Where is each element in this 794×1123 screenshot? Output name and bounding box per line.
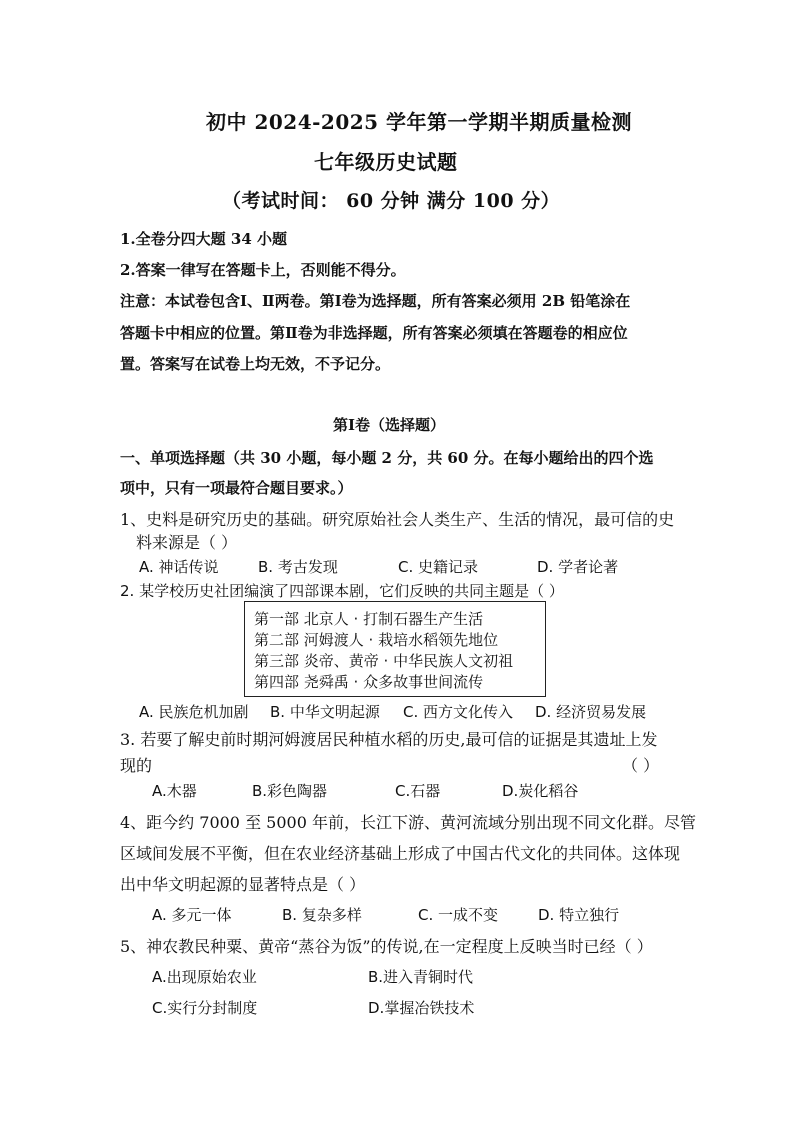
q5-option-a[interactable]: A.出现原始农业 [152, 968, 257, 986]
part-title-line-1: 一、单项选择题（共 30 小题，每小题 2 分，共 60 分。在每小题给出的四个选 [120, 449, 654, 467]
instruction-line-1: 1.全卷分四大题 34 小题 [120, 230, 287, 248]
q1-option-c[interactable]: C. 史籍记录 [398, 558, 479, 576]
exam-info: （考试时间： 60 分钟 满分 100 分） [222, 190, 561, 212]
q1-stem-line-2: 料来源是（ ） [136, 533, 238, 552]
q5-option-b[interactable]: B.进入青铜时代 [368, 968, 474, 986]
q3-option-d[interactable]: D.炭化稻谷 [502, 782, 579, 800]
q2-drama-table [244, 601, 546, 697]
q5-stem: 5、神农教民种粟、黄帝“蒸谷为饭”的传说,在一定程度上反映当时已经（ ） [120, 937, 653, 956]
q1-stem-line-1: 1、史料是研究历史的基础。研究原始社会人类生产、生活的情况，最可信的史 [120, 510, 675, 529]
q3-stem-line-1: 3. 若要了解史前时期河姆渡居民种植水稻的历史,最可信的证据是其遗址上发 [120, 730, 658, 749]
q4-stem-line-2: 区域间发展不平衡，但在农业经济基础上形成了中国古代文化的共同体。这体现 [120, 844, 681, 863]
q3-option-a[interactable]: A.木器 [152, 782, 197, 800]
q4-option-b[interactable]: B. 复杂多样 [282, 906, 362, 924]
q2-option-b[interactable]: B. 中华文明起源 [270, 703, 380, 721]
q3-stem-line-2: 现的 [120, 756, 153, 775]
q2-stem: 2. 某学校历史社团编演了四部课本剧，它们反映的共同主题是（ ） [120, 582, 564, 600]
q4-stem-line-1: 4、距今约 7000 至 5000 年前，长江下游、黄河流域分别出现不同文化群。尽管 [120, 813, 696, 832]
q3-answer-bracket: （ ） [622, 756, 660, 775]
q1-option-a[interactable]: A. 神话传说 [139, 558, 219, 576]
q4-option-d[interactable]: D. 特立独行 [538, 906, 620, 924]
section-heading: 第Ⅰ卷（选择题） [333, 416, 446, 434]
q2-option-c[interactable]: C. 西方文化传入 [403, 703, 514, 721]
q2-option-d[interactable]: D. 经济贸易发展 [535, 703, 647, 721]
note-line-2: 答题卡中相应的位置。第Ⅱ卷为非选择题，所有答案必须填在答题卷的相应位 [120, 324, 628, 342]
q2-option-a[interactable]: A. 民族危机加剧 [139, 703, 249, 721]
q5-option-c[interactable]: C.实行分封制度 [152, 999, 258, 1017]
q4-option-c[interactable]: C. 一成不变 [418, 906, 499, 924]
q3-option-c[interactable]: C.石器 [395, 782, 441, 800]
q5-option-d[interactable]: D.掌握冶铁技术 [368, 999, 475, 1017]
q3-option-b[interactable]: B.彩色陶器 [252, 782, 328, 800]
instruction-line-2: 2.答案一律写在答题卡上，否则能不得分。 [120, 261, 406, 279]
part-title-line-2: 项中，只有一项最符合题目要求。） [120, 479, 353, 497]
q4-option-a[interactable]: A. 多元一体 [152, 906, 232, 924]
q4-stem-line-3: 出中华文明起源的显著特点是（ ） [120, 875, 366, 894]
q2-table-row-4: 第四部 尧舜禹 · 众多故事世间流传 [254, 673, 484, 691]
q2-table-row-3: 第三部 炎帝、黄帝 · 中华民族人文初祖 [254, 652, 514, 670]
note-line-1: 注意：本试卷包含Ⅰ、Ⅱ两卷。第Ⅰ卷为选择题，所有答案必须用 2B 铅笔涂在 [120, 292, 631, 310]
q1-option-b[interactable]: B. 考古发现 [258, 558, 338, 576]
q2-table-row-1: 第一部 北京人 · 打制石器生产生活 [254, 610, 484, 628]
q1-option-d[interactable]: D. 学者论著 [537, 558, 619, 576]
q2-table-row-2: 第二部 河姆渡人 · 栽培水稻领先地位 [254, 631, 499, 649]
note-line-3: 置。答案写在试卷上均无效，不予记分。 [120, 355, 391, 373]
exam-title: 初中 2024-2025 学年第一学期半期质量检测 [206, 110, 633, 134]
exam-subtitle: 七年级历史试题 [314, 150, 458, 174]
